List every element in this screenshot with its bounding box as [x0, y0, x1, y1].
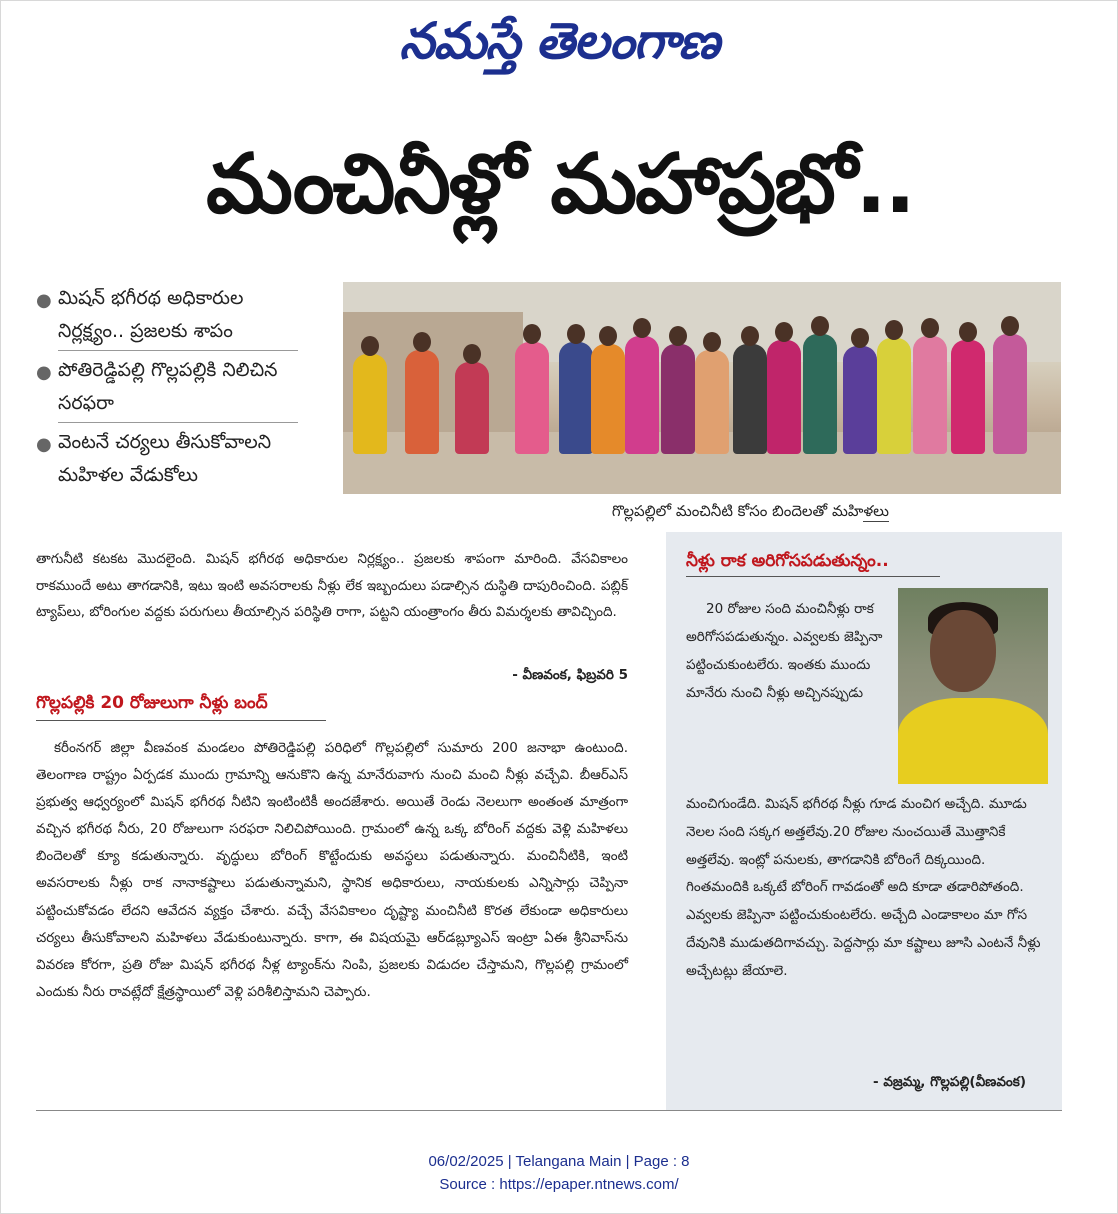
- footer-source-link[interactable]: Source : https://epaper.ntnews.com/: [439, 1176, 679, 1193]
- photo-figure: [625, 336, 659, 454]
- article-subhead: గొల్లపల్లికి 20 రోజులుగా నీళ్లు బంద్: [36, 693, 268, 713]
- women-with-pots-photo: [343, 282, 1061, 494]
- divider: [36, 1110, 1062, 1111]
- portrait-face: [930, 610, 996, 692]
- intro-paragraph: తాగునీటి కటకట మొదలైంది. మిషన్ భగీరథ అధికారుల నిర్లక్ష్యం.. ప్రజలకు శాపంగా మారింది. వేసవికాలం రాకముందే అటు తాగడానికి, ఇటు ఇంటి అవసరాలకు నీళ్లు లేక ఇబ్బందులు పడాల్సిన దుస్థితి దాపురించింది. పబ్లిక్ ట్యాప్‌లు, బోరింగుల వద్దకు పరుగులు తీయాల్సిన పరిస్థితి రాగా, పట్టని యంత్రాంగం తీరు విమర్శలకు తావిచ్చింది.: [36, 551, 628, 621]
- bullet-dot-icon: ●: [36, 362, 52, 383]
- divider: [686, 576, 940, 577]
- sidebar-quote-top: 20 రోజుల సంది మంచినీళ్లు రాక అరిగోసపడుతున్నం. ఎవ్వలకు జెప్పినా పట్టించుకుంటలేరు. ఇంతకు ముందు మానేరు నుంచి నీళ్లు అచ్చినప్పుడు: [686, 601, 883, 701]
- footer-edition-line: 06/02/2025 | Telangana Main | Page : 8: [428, 1153, 690, 1170]
- page-headline: మంచినీళ్లో మహాప్రభో..: [206, 137, 914, 232]
- photo-figure: [661, 344, 695, 454]
- bullet-list: [36, 282, 298, 498]
- photo-figure: [591, 344, 625, 454]
- sidebar-signature: - వజ్రమ్మ, గొల్లపల్లి(వీణవంక): [873, 1074, 1026, 1090]
- portrait-sari: [898, 698, 1048, 784]
- sidebar-title: నీళ్లు రాక అరిగోసపడుతున్నం..: [686, 551, 889, 571]
- photo-caption-text: గొల్లపల్లిలో మంచినీటి కోసం బిందెలతో మహిళలు: [611, 502, 889, 520]
- article-body: కరీంనగర్ జిల్లా వీణవంక మండలం పోతిరెడ్డిపల్లి పరిధిలో గొల్లపల్లిలో సుమారు 200 జనాభా ఉంటుంది. తెలంగాణ రాష్ట్రం ఏర్పడక ముందు గ్రామాన్ని ఆనుకొని ఉన్న మానేరువాగు నుంచి మంచి నీళ్లు వచ్చేవి. బీఆర్ఎస్ ప్రభుత్వ ఆధ్వర్యంలో మిషన్ భగీరథ నీటిని ఇంటింటికీ అందజేశారు. అయితే రెండు నెలలుగా అంతంత మాత్రంగా వచ్చిన భగీరథ నీరు, 20 రోజులుగా సరఫరా నిలిచిపోయింది. గ్రామంలో ఉన్న ఒక్క బోరింగ్ వద్దకు వెళ్లి మహిళలు బిందెలతో క్యూ కడుతున్నారు. వృద్ధులు బోరింగ్ కొట్టేందుకు అవస్థలు పడుతున్నారు. మంచినీటికి, ఇంటి అవసరాలకు నీళ్లు రాక నానాకష్టాలు పడుతున్నామని, స్థానిక అధికారులు, నాయకులకు ఎన్నిసార్లు చెప్పినా పట్టించుకోవడం లేదని ఆవేదన వ్యక్తం చేశారు. వచ్చే వేసవికాలం దృష్ట్యా మంచినీటి కొరత లేకుండా అధికారులు చర్యలు తీసుకోవాలని మహిళలు వేడుకుంటున్నారు. కాగా, ఈ విషయమై ఆర్‌డబ్ల్యూఎస్ ఇంట్రా ఏఈ శ్రీనివాస్‌ను వివరణ కోరగా, ప్రతి రోజు మిషన్ భగీరథ నీళ్ల ట్యాంక్‌ను నింపి, ప్రజలకు విడుదల చేస్తామని, గొల్లపల్లి గ్రామంలో ఎందుకు నీరు రావట్లేదో క్షేత్రస్థాయిలో వెళ్లి పరిశీలిస్తామని చెప్పారు.: [36, 740, 628, 1000]
- photo-caption: [343, 496, 1061, 526]
- photo-figure: [695, 350, 729, 454]
- photo-figure: [913, 336, 947, 454]
- photo-figure: [951, 340, 985, 454]
- bullet-dot-icon: ●: [36, 290, 52, 311]
- portrait-photo: [898, 588, 1048, 784]
- divider: [863, 521, 889, 522]
- bullet-dot-icon: ●: [36, 434, 52, 455]
- bullet-item: [36, 282, 298, 348]
- bullet-item: [36, 354, 298, 420]
- divider: [58, 422, 298, 423]
- dateline: - వీణవంక, ఫిబ్రవరి 5: [512, 667, 628, 683]
- photo-figure: [767, 340, 801, 454]
- newspaper-masthead: నమస్తే తెలంగాణ: [399, 12, 719, 70]
- photo-figure: [515, 342, 549, 454]
- divider: [36, 720, 326, 721]
- divider: [58, 350, 298, 351]
- sidebar-quote-bottom: మంచిగుండేది. మిషన్ భగీరథ నీళ్లు గూడ మంచిగ అచ్చేది. మూడు నెలల సంది సక్కగ అత్తలేవు.20 రోజుల నుంచయితే మొత్తానికే అత్తలేవు. ఇంట్లో పనులకు, తాగడానికి బోరింగే దిక్కయింది. గింతమందికి ఒక్కటే బోరింగ్ గావడంతో అది కూడా తడారిపోతంది. ఎవ్వలకు జెప్పినా పట్టించుకుంటలేరు. అచ్చేది ఎండాకాలం మా గోస దేవునికి ముడుతదిగావచ్చు. పెద్దసార్లు మా కష్టాలు జూసి ఎంటనే నీళ్లు అచ్చేటట్లు జేయాలె.: [686, 796, 1041, 979]
- photo-figure: [877, 338, 911, 454]
- page-footer: [0, 1150, 1118, 1196]
- photo-figure: [733, 344, 767, 454]
- bullet-text: వెంటనే చర్యలు తీసుకోవాలని మహిళల వేడుకోలు: [58, 431, 272, 486]
- photo-figure: [843, 346, 877, 454]
- bullet-text: మిషన్ భగీరథ అధికారుల నిర్లక్ష్యం.. ప్రజలకు శాపం: [58, 287, 244, 342]
- photo-figure: [405, 350, 439, 454]
- photo-figure: [353, 354, 387, 454]
- photo-figure: [803, 334, 837, 454]
- photo-figure: [993, 334, 1027, 454]
- bullet-text: పోతిరెడ్డిపల్లి గొల్లపల్లికి నిలిచిన సరఫరా: [58, 359, 278, 414]
- bullet-item: [36, 426, 298, 492]
- photo-figure: [455, 362, 489, 454]
- photo-figure: [559, 342, 593, 454]
